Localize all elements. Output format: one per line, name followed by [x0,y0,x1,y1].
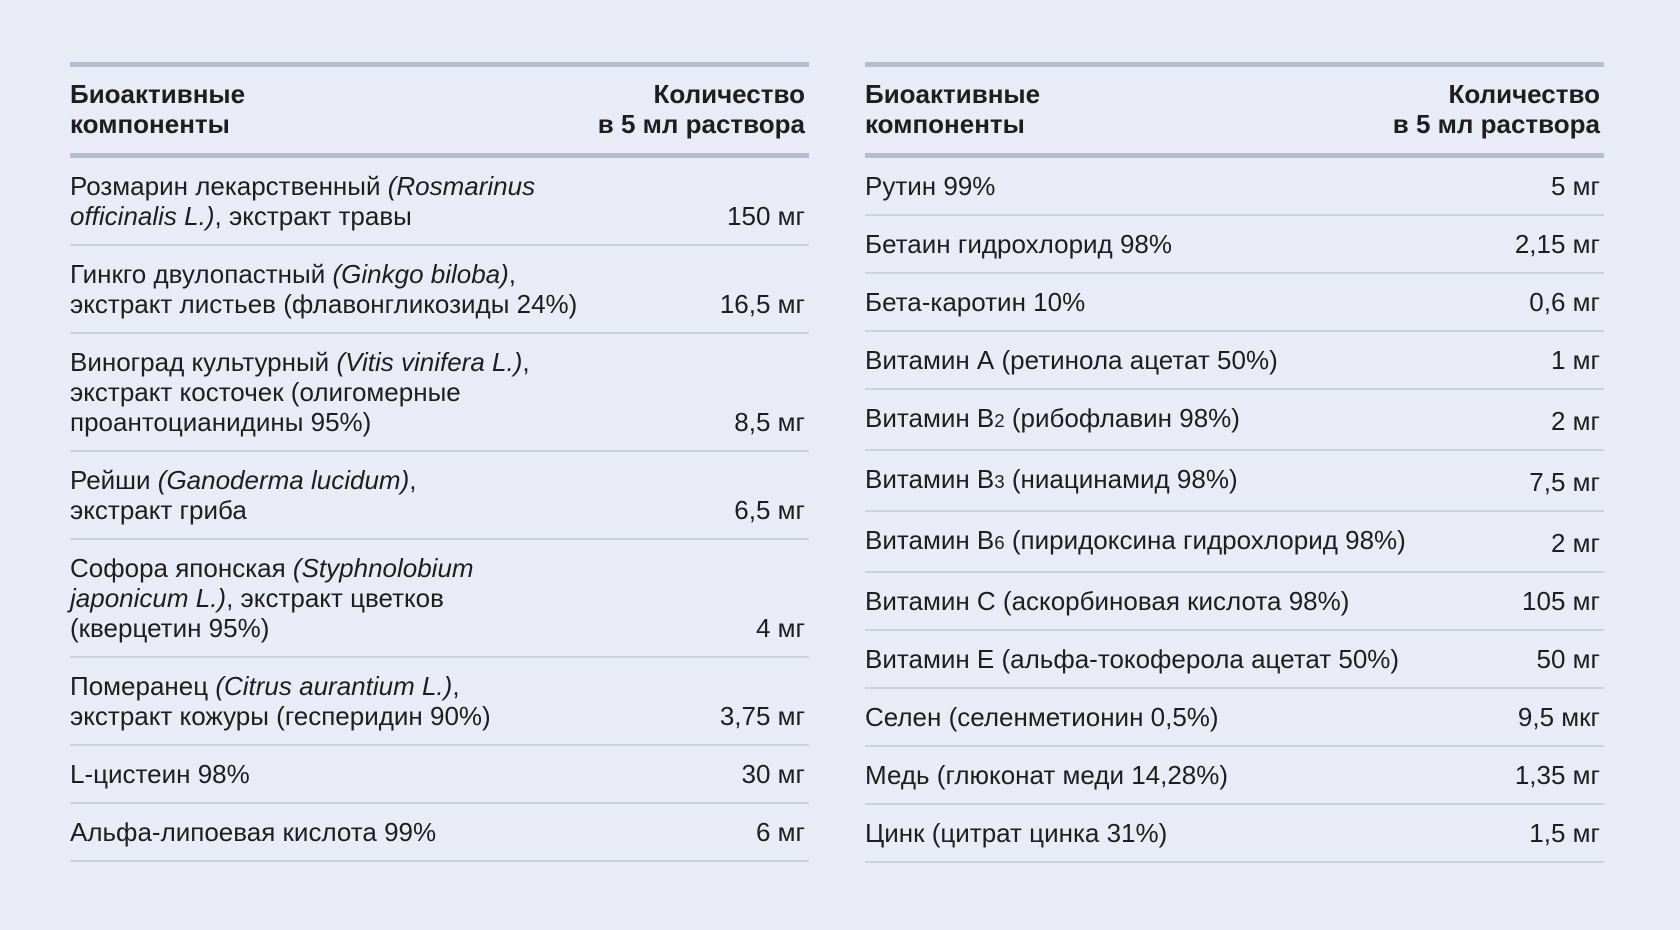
ingredient-amount: 8,5 мг [734,407,805,437]
ingredient-amount: 1,35 мг [1514,760,1600,790]
header-component-label [865,79,1040,139]
name-text: , [409,465,417,495]
name-text: Рутин 99% [865,171,996,201]
vitamin-index: 2 [994,410,1005,431]
ingredient-amount: 50 мг [1536,644,1600,674]
table-body [70,158,809,862]
name-text: (рибофлавин 98%) [1004,403,1240,433]
name-text: Софора японская [70,553,293,583]
ingredient-amount: 6,5 мг [734,495,805,525]
name-text: , [508,259,517,289]
header-amount-label [1393,79,1600,139]
ingredient-amount: 0,6 мг [1529,287,1600,317]
ingredient-row [865,631,1604,689]
ingredient-row [865,747,1604,805]
name-text: Витамин А (ретинола ацетат 50%) [865,345,1278,375]
header-component-line: компоненты [70,109,230,139]
ingredient-name-line [865,464,1238,497]
ingredient-name-line [865,171,995,201]
ingredient-row [865,158,1604,216]
ingredient-name-line [70,465,416,495]
latin-name: japonicum L.) [70,583,227,613]
ingredient-name [865,586,1349,616]
ingredient-name [865,287,1085,317]
ingredient-row [865,512,1604,573]
ingredient-row [865,274,1604,332]
ingredient-amount: 16,5 мг [719,289,805,319]
ingredient-name [70,465,416,525]
ingredient-name-line [865,229,1172,259]
latin-name: (Vitis vinifera L.) [336,347,523,377]
ingredient-name-line [70,259,577,289]
ingredient-name [865,345,1278,375]
header-amount-line: в 5 мл раствора [597,109,805,139]
ingredient-row [865,216,1604,274]
ingredient-amount: 2 мг [1550,406,1600,436]
ingredient-name-line [865,403,1240,436]
ingredient-amount: 30 мг [741,759,805,789]
ingredient-row [70,746,809,804]
ingredient-name-line [70,613,474,643]
ingredient-name-line [70,171,535,201]
name-text: Селен (селенметионин 0,5%) [865,702,1219,732]
name-text: , [452,671,460,701]
latin-name: officinalis L.) [70,201,215,231]
ingredient-name-line [70,201,535,231]
ingredient-row [70,158,809,246]
header-amount-line: Количество [1448,79,1600,109]
name-text: Медь (глюконат меди 14,28%) [865,760,1229,790]
name-text: Витамин В [865,464,995,494]
ingredient-row [865,332,1604,390]
ingredient-name [70,347,530,437]
ingredient-name-line [865,287,1085,317]
ingredient-name [70,817,436,847]
ingredient-name-line [70,553,474,583]
header-amount-line: в 5 мл раствора [1392,109,1600,139]
name-text: Витамин С (аскорбиновая кислота 98%) [865,586,1350,616]
ingredient-name-line [70,671,491,701]
ingredient-name-line [70,377,530,407]
header-amount-label [598,79,805,139]
ingredient-amount: 7,5 мг [1529,467,1600,497]
vitamin-index: 3 [994,471,1005,492]
name-text: (кверцетин 95%) [70,613,270,643]
name-text: экстракт листьев (флавонгликозиды 24%) [70,289,578,319]
latin-name: (Rosmarinus [387,171,536,201]
ingredient-name-line [865,760,1228,790]
ingredient-name-line [70,759,250,789]
name-text: (ниацинамид 98%) [1004,464,1238,494]
vitamin-index: 6 [994,532,1005,553]
ingredient-name-line [70,583,474,613]
ingredient-name-line [865,586,1349,616]
ingredient-amount: 2,15 мг [1514,229,1600,259]
ingredient-amount: 2 мг [1550,528,1600,558]
name-text: Витамин В [865,403,995,433]
ingredient-row [70,334,809,452]
latin-name: (Citrus aurantium L.) [215,671,453,701]
latin-name: (Ganoderma lucidum) [157,465,410,495]
ingredient-name [70,759,250,789]
header-component-line: компоненты [865,109,1025,139]
name-text: Витамин Е (альфа-токоферола ацетат 50%) [865,644,1400,674]
ingredient-row [70,804,809,862]
ingredient-amount: 6 мг [755,817,805,847]
table-header [865,67,1604,153]
header-amount-line: Количество [653,79,805,109]
name-text: экстракт косточек (олигомерные [70,377,461,407]
name-text: Цинк (цитрат цинка 31%) [865,818,1168,848]
ingredient-name [865,171,995,201]
header-component-line: Биоактивные [865,79,1041,109]
name-text: , экстракт цветков [226,583,444,613]
ingredient-name [70,553,474,643]
name-text: Рейши [70,465,158,495]
ingredient-name [865,229,1172,259]
name-text: Бетаин гидрохлорид 98% [865,229,1172,259]
ingredients-table-right [865,62,1604,863]
ingredient-name [865,760,1228,790]
ingredient-amount: 1,5 мг [1529,818,1600,848]
ingredient-name-line [865,345,1278,375]
name-text: Розмарин лекарственный [70,171,388,201]
ingredient-name [865,464,1238,497]
name-text: Померанец [70,671,216,701]
ingredient-row [865,451,1604,512]
name-text: Витамин В [865,525,995,555]
ingredient-row [865,573,1604,631]
latin-name: (Ginkgo biloba) [332,259,509,289]
ingredient-name-line [70,347,530,377]
ingredients-table-left [70,62,809,862]
ingredient-name-line [70,701,491,731]
name-text: , [522,347,530,377]
latin-name: (Styphnolobium [292,553,474,583]
name-text: экстракт гриба [70,495,247,525]
header-component-line: Биоактивные [70,79,246,109]
name-text: экстракт кожуры (гесперидин 90%) [70,701,491,731]
ingredient-row [70,246,809,334]
name-text: , экстракт травы [214,201,412,231]
ingredient-name-line [70,495,416,525]
ingredient-name [865,644,1399,674]
name-text: (пиридоксина гидрохлорид 98%) [1004,525,1406,555]
header-component-label [70,79,245,139]
name-text: проантоцианидины 95%) [70,407,372,437]
ingredient-amount: 105 мг [1522,586,1600,616]
name-text: L-цистеин 98% [70,759,250,789]
name-text: Гинкго двулопастный [70,259,333,289]
name-text: Виноград культурный [70,347,337,377]
ingredient-name-line [865,818,1167,848]
ingredient-name [865,525,1406,558]
ingredient-name-line [865,702,1219,732]
ingredient-amount: 5 мг [1550,171,1600,201]
ingredient-row [865,390,1604,451]
ingredient-amount: 1 мг [1550,345,1600,375]
ingredient-row [70,658,809,746]
ingredient-row [865,689,1604,747]
ingredient-name-line [70,817,436,847]
ingredient-amount: 4 мг [755,613,805,643]
ingredient-name-line [865,644,1399,674]
ingredient-name [70,259,577,319]
ingredient-name [70,171,535,231]
ingredient-name [865,702,1219,732]
ingredient-row [70,452,809,540]
ingredient-name [865,403,1240,436]
table-body [865,158,1604,863]
ingredient-amount: 9,5 мкг [1517,702,1600,732]
name-text: Бета-каротин 10% [865,287,1086,317]
ingredient-row [865,805,1604,863]
ingredient-name [70,671,491,731]
ingredient-amount: 150 мг [727,201,805,231]
ingredient-name-line [70,407,530,437]
ingredient-row [70,540,809,658]
table-header [70,67,809,153]
ingredient-name [865,818,1167,848]
ingredient-name-line [70,289,577,319]
ingredient-name-line [865,525,1406,558]
name-text: Альфа-липоевая кислота 99% [70,817,437,847]
ingredient-amount: 3,75 мг [719,701,805,731]
